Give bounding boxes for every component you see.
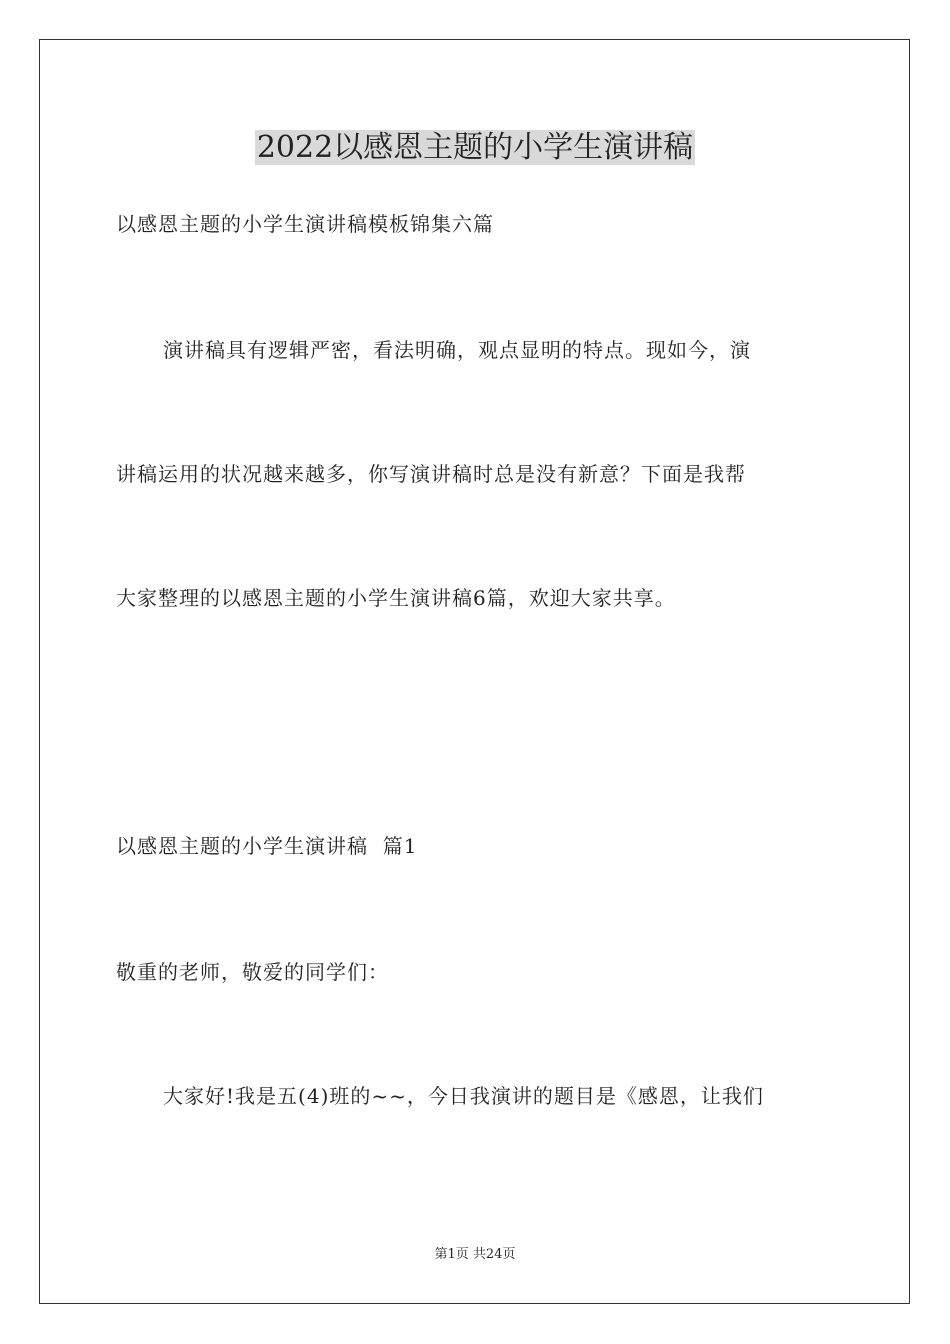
- document-title: [0, 128, 950, 168]
- intro-line-2: 讲稿运用的状况越来越多，你写演讲稿时总是没有新意？下面是我帮: [116, 462, 746, 486]
- intro-line-1: 演讲稿具有逻辑严密，看法明确，观点显明的特点。现如今，演: [163, 338, 751, 362]
- document-subtitle: 以感恩主题的小学生演讲稿模板锦集六篇: [116, 212, 494, 236]
- page-footer: 第1页 共24页: [434, 1247, 516, 1262]
- salutation: 敬重的老师，敬爱的同学们：: [116, 960, 389, 984]
- intro-line-3: 大家整理的以感恩主题的小学生演讲稿6篇，欢迎大家共享。: [116, 586, 676, 610]
- document-title-text: 2022以感恩主题的小学生演讲稿: [256, 130, 694, 165]
- section-heading: 以感恩主题的小学生演讲稿 篇1: [116, 834, 418, 858]
- body-line: 大家好!我是五(4)班的~~，今日我演讲的题目是《感恩，让我们: [163, 1084, 764, 1108]
